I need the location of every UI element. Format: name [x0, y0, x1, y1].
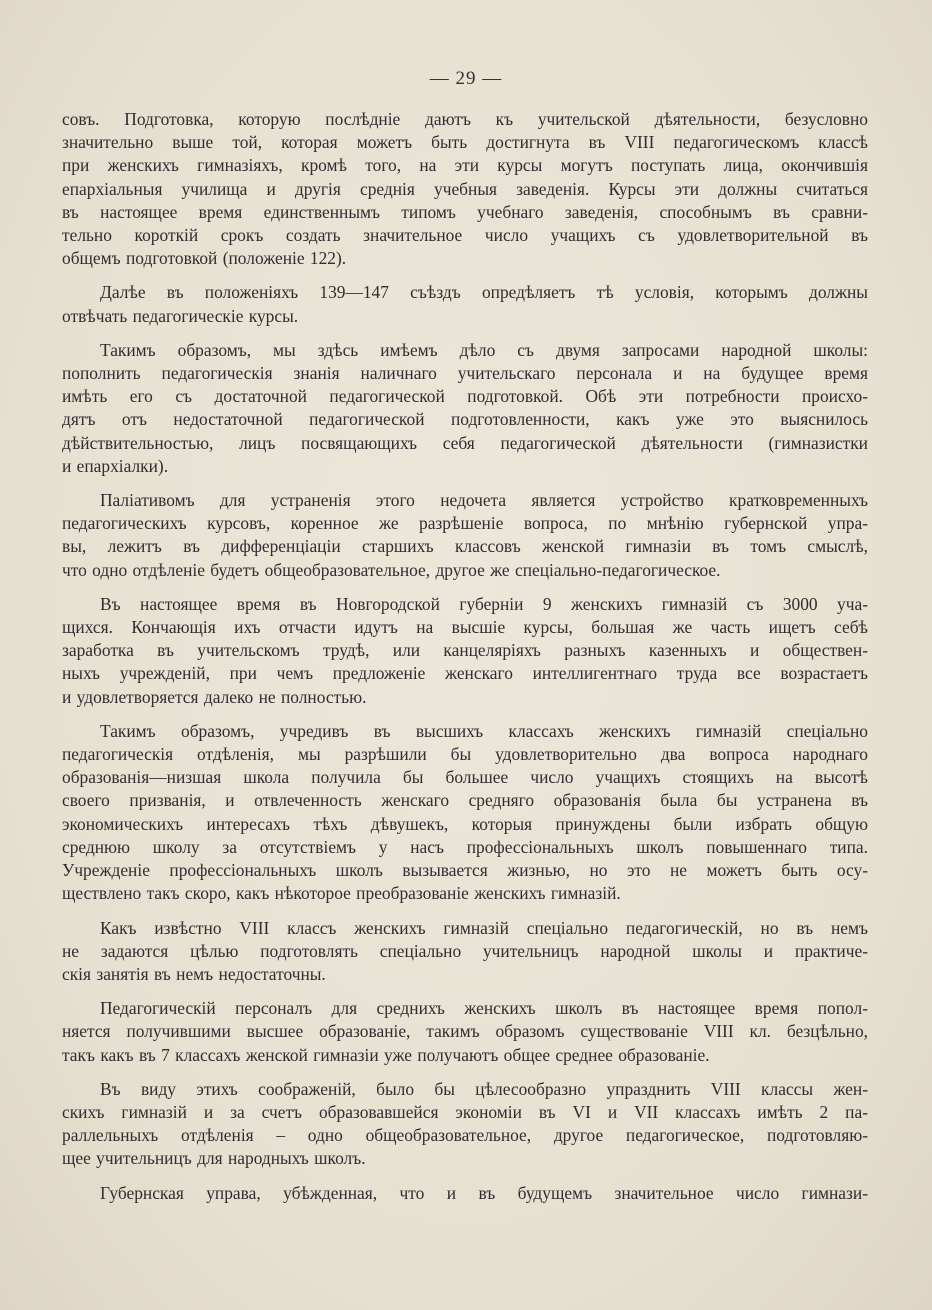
paragraph	[62, 1078, 868, 1171]
text-line: общемъ подготовкой (положеніе 122).	[62, 248, 347, 269]
text-line: Такимъ образомъ, учредивъ въ высшихъ классахъ женскихъ гимназій спеціально	[100, 720, 868, 741]
text-line: что одно отдѣленіе будетъ общеобразовательное, другое же спеціально-педагогическое.	[62, 559, 721, 580]
text-line: епархіальныя училища и другія среднія учебныя заведенія. Курсы эти должны считаться	[62, 178, 868, 199]
body-text	[62, 108, 868, 1205]
text-line: и епархіалки).	[62, 455, 169, 476]
text-line: тельно короткій срокъ создать значительное число учащихъ съ удовлетворительной въ	[62, 225, 868, 246]
text-line: педагогическія отдѣленія, мы разрѣшили бы удовлетворительно два вопроса народнаго	[62, 744, 868, 765]
text-line: не задаются цѣлью подготовлять спеціально учительницъ народной школы и практиче-	[62, 940, 868, 961]
text-line: няется получившими высшее образованіе, такимъ образомъ существованіе VIII кл. безцѣльно,	[62, 1021, 868, 1042]
paragraph	[62, 997, 868, 1067]
text-line: экономическихъ интересахъ тѣхъ дѣвушекъ, которыя принуждены были избрать общую	[62, 813, 868, 834]
text-line: педагогическихъ курсовъ, коренное же разрѣшеніе вопроса, по мнѣнію губернской упра-	[62, 513, 868, 534]
text-line: Педагогическій персоналъ для среднихъ женскихъ школъ въ настоящее время попол-	[100, 998, 868, 1019]
text-line: Губернская управа, убѣжденная, что и въ будущемъ значительное число гимнази-	[100, 1182, 868, 1203]
paragraph	[62, 917, 868, 987]
text-line: Далѣе въ положеніяхъ 139—147 съѣздъ опредѣляетъ тѣ условія, которымъ должны	[100, 282, 868, 303]
text-line: совъ. Подготовка, которую послѣдніе даютъ къ учительской дѣятельности, безусловно	[62, 109, 868, 129]
text-line: скія занятія въ немъ недостаточны.	[62, 963, 326, 984]
text-line: дѣйствительностью, лицъ посвящающихъ себя педагогической дѣятельности (гимназистки	[62, 432, 868, 453]
text-line: Паліативомъ для устраненія этого недочета является устройство кратковременныхъ	[100, 490, 868, 511]
text-line: щее учительницъ для народныхъ школъ.	[62, 1148, 366, 1169]
text-line: Какъ извѣстно VIII классъ женскихъ гимназій спеціально педагогическій, но въ немъ	[100, 917, 868, 938]
paragraph	[62, 593, 868, 709]
text-line: въ настоящее время единственнымъ типомъ учебнаго заведенія, способнымъ въ сравни-	[62, 201, 868, 222]
text-line: имѣть его съ достаточной педагогической подготовкой. Обѣ эти потребности происхо-	[62, 386, 868, 407]
text-line: Учрежденіе профессіональныхъ школъ вызывается жизнью, но это не можетъ быть осу-	[62, 860, 868, 881]
text-line: заработка въ учительскомъ трудѣ, или канцеляріяхъ разныхъ казенныхъ и обществен-	[62, 640, 868, 661]
text-line: образованія—низшая школа получила бы большее число учащихъ стоящихъ на высотѣ	[62, 767, 868, 788]
text-line: вы, лежитъ въ дифференціаціи старшихъ классовъ женской гимназіи въ томъ смыслѣ,	[62, 536, 868, 557]
paragraph	[62, 489, 868, 582]
text-line: Такимъ образомъ, мы здѣсь имѣемъ дѣло съ двумя запросами народной школы:	[100, 339, 868, 360]
paragraph	[62, 108, 868, 270]
text-line: и удовлетворяется далеко не полностью.	[62, 686, 367, 707]
text-line: среднюю школу за отсутствіемъ у насъ профессіональныхъ школъ повышеннаго типа.	[62, 836, 868, 857]
paragraph	[62, 720, 868, 906]
page-number: — 29 —	[429, 68, 503, 89]
paragraph	[62, 281, 868, 327]
text-line: пополнить педагогическія знанія наличнаго учительскаго персонала и на будущее время	[62, 363, 868, 384]
text-line: дятъ отъ недостаточной педагогической подготовленности, какъ уже это выяснилось	[62, 409, 868, 430]
text-line: Въ виду этихъ соображеній, было бы цѣлесообразно упразднить VIII классы жен-	[100, 1078, 868, 1099]
text-line: такъ какъ въ 7 классахъ женской гимназіи уже получаютъ общее среднее образованіе.	[62, 1044, 710, 1065]
text-line: скихъ гимназій и за счетъ образовавшейся экономіи въ VI и VII классахъ имѣть 2 па-	[62, 1101, 868, 1122]
text-line: своего призванія, и отвлеченность женскаго средняго образованія была бы устранена въ	[62, 790, 868, 811]
text-line: раллельныхъ отдѣленія – одно общеобразовательное, другое педагогическое, подготовляю-	[62, 1125, 868, 1146]
text-line: ществлено такъ скоро, какъ нѣкоторое преобразованіе женскихъ гимназій.	[62, 883, 621, 904]
text-line: отвѣчать педагогическіе курсы.	[62, 305, 299, 326]
text-line: Въ настоящее время въ Новгородской губерніи 9 женскихъ гимназій съ 3000 уча-	[100, 593, 868, 614]
text-line: значительно выше той, которая можетъ быть достигнута въ VIII педагогическомъ классѣ	[62, 132, 868, 153]
paragraph	[62, 339, 868, 478]
text-line: щихся. Кончающія ихъ отчасти идутъ на высшіе курсы, большая же часть ищетъ себѣ	[62, 617, 868, 638]
text-line: при женскихъ гимназіяхъ, кромѣ того, на эти курсы могутъ поступать лица, окончившія	[62, 155, 868, 176]
paragraph	[62, 1182, 868, 1205]
text-line: ныхъ учрежденій, при чемъ предложеніе женскаго интеллигентнаго труда все возрастаетъ	[62, 663, 868, 684]
